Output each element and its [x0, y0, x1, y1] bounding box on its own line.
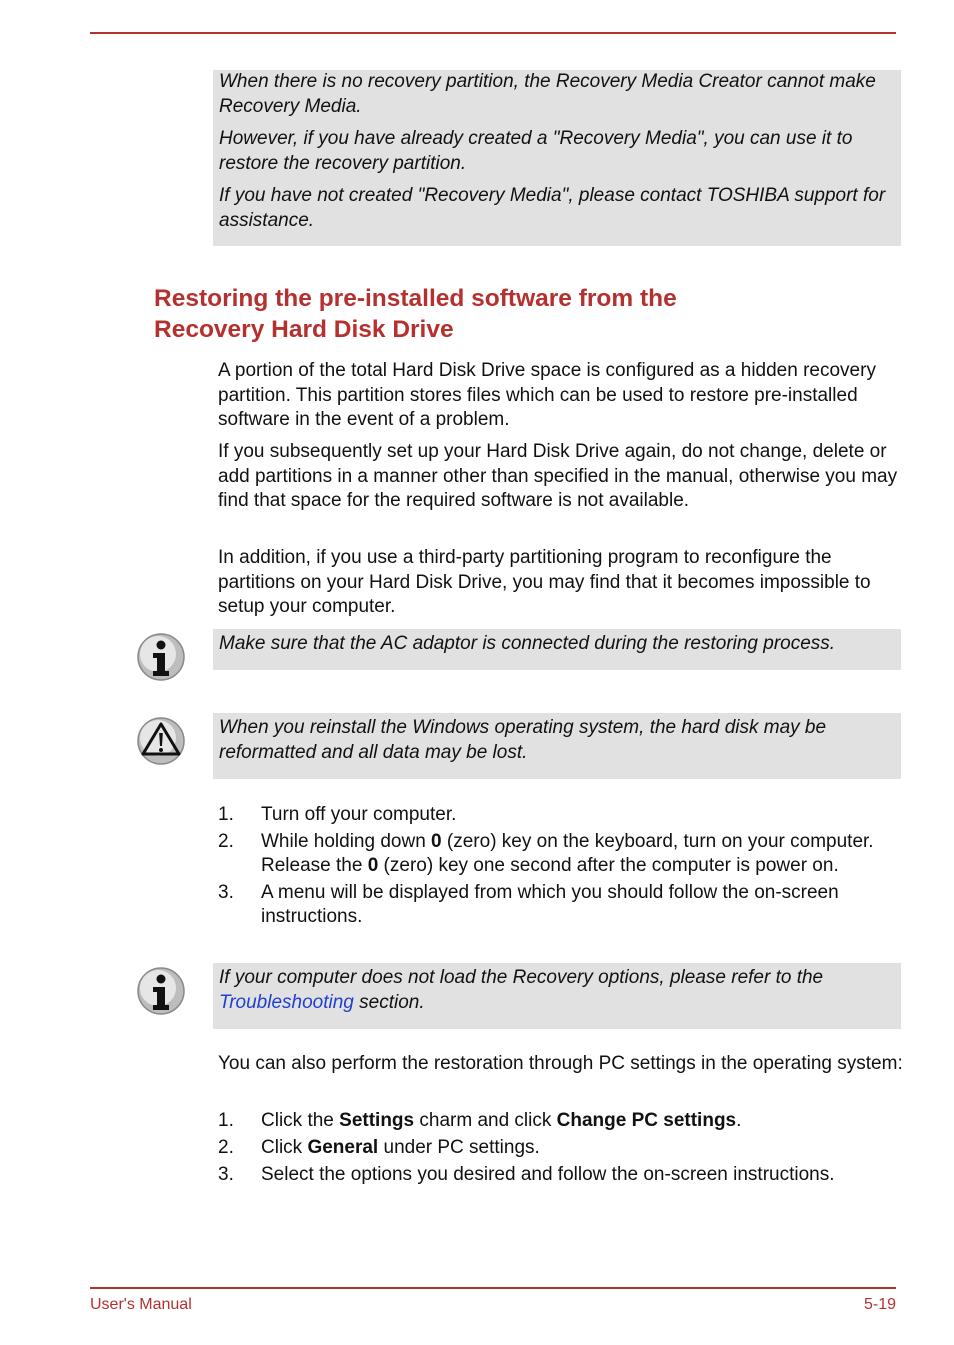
step-text: Click the: [261, 1110, 340, 1131]
pc-settings-intro: You can also perform the restoration through PC settings in the operating system:: [218, 1053, 903, 1074]
step-number: 1.: [218, 1110, 234, 1131]
step-text: (zero) key one second after the computer is power on.: [378, 855, 839, 876]
recovery-options-note-text: [219, 966, 895, 1015]
section-paragraph-2: If you subsequently set up your Hard Disk Drive again, do not change, delete or add partitions in a manner other than specified in the manual, otherwise you may find that space for the required software is not available.: [218, 441, 898, 511]
key-zero: 0: [431, 830, 442, 852]
general-label: General: [307, 1137, 379, 1158]
windows-reinstall-warning: [213, 713, 901, 779]
recovery-options-note: [213, 963, 901, 1029]
section-heading: [154, 284, 874, 345]
key-zero: 0: [367, 855, 379, 876]
list-item: [218, 1136, 898, 1161]
troubleshooting-link[interactable]: Troubleshooting: [219, 991, 354, 1013]
warning-icon: [136, 716, 186, 766]
list-item: [218, 881, 898, 930]
pc-settings-steps: [218, 1109, 898, 1188]
list-item: [218, 830, 898, 879]
step-text: Select the options you desired and follow the on-screen instructions.: [261, 1164, 835, 1185]
info-icon: [136, 632, 186, 682]
step-number: 3.: [218, 1164, 234, 1185]
step-number: 1.: [218, 804, 234, 825]
recovery-note-p3: If you have not created "Recovery Media", please contact TOSHIBA support for assistance.: [219, 185, 886, 231]
section-paragraph-1: A portion of the total Hard Disk Drive space is configured as a hidden recovery partition. This partition stores files which can be used to restore pre-installed software in the event of a problem.: [218, 360, 876, 430]
footer-manual-title: User's Manual: [90, 1296, 192, 1313]
note-text: section.: [353, 991, 425, 1013]
step-text: Click: [261, 1137, 308, 1158]
list-item: [218, 1163, 898, 1188]
step-number: 3.: [218, 881, 234, 903]
recovery-note-p1: When there is no recovery partition, the Recovery Media Creator cannot make Recovery Media.: [219, 71, 876, 117]
section-heading-line1: Restoring the pre-installed software from the: [154, 285, 677, 312]
windows-reinstall-warning-text: When you reinstall the Windows operating system, the hard disk may be reformatted and all data may be lost.: [219, 717, 827, 763]
info-icon: [136, 966, 186, 1016]
ac-adaptor-note: [213, 629, 901, 670]
list-item: [218, 803, 898, 828]
step-text: Turn off your computer.: [261, 804, 457, 825]
recovery-note: [213, 70, 901, 246]
settings-charm-label: Settings: [339, 1110, 415, 1131]
top-rule: [90, 32, 896, 34]
step-text: charm and click: [414, 1110, 557, 1131]
step-text: .: [736, 1110, 742, 1131]
step-text: A menu will be displayed from which you should follow the on-screen instructions.: [261, 881, 839, 927]
recovery-steps: [218, 803, 898, 930]
change-pc-settings-label: Change PC settings: [556, 1110, 737, 1131]
step-number: 2.: [218, 830, 234, 852]
recovery-note-p2: However, if you have already created a "Recovery Media", you can use it to restore the recovery partition.: [219, 128, 853, 174]
ac-adaptor-note-text: Make sure that the AC adaptor is connected during the restoring process.: [219, 633, 836, 654]
section-paragraph-3: In addition, if you use a third-party partitioning program to reconfigure the partitions on your Hard Disk Drive, you may find that it becomes impossible to setup your computer.: [218, 547, 871, 617]
section-heading-line2: Recovery Hard Disk Drive: [154, 315, 454, 343]
list-item: [218, 1109, 898, 1134]
footer-page-number: 5-19: [863, 1296, 896, 1313]
bottom-rule: [90, 1287, 896, 1289]
note-text: If your computer does not load the Recovery options, please refer to the: [219, 967, 824, 988]
step-text: While holding down: [261, 830, 432, 852]
step-number: 2.: [218, 1137, 234, 1158]
step-text: (zero) key on the keyboard, turn on your computer. Release the: [261, 830, 874, 876]
step-text: under PC settings.: [378, 1137, 540, 1158]
